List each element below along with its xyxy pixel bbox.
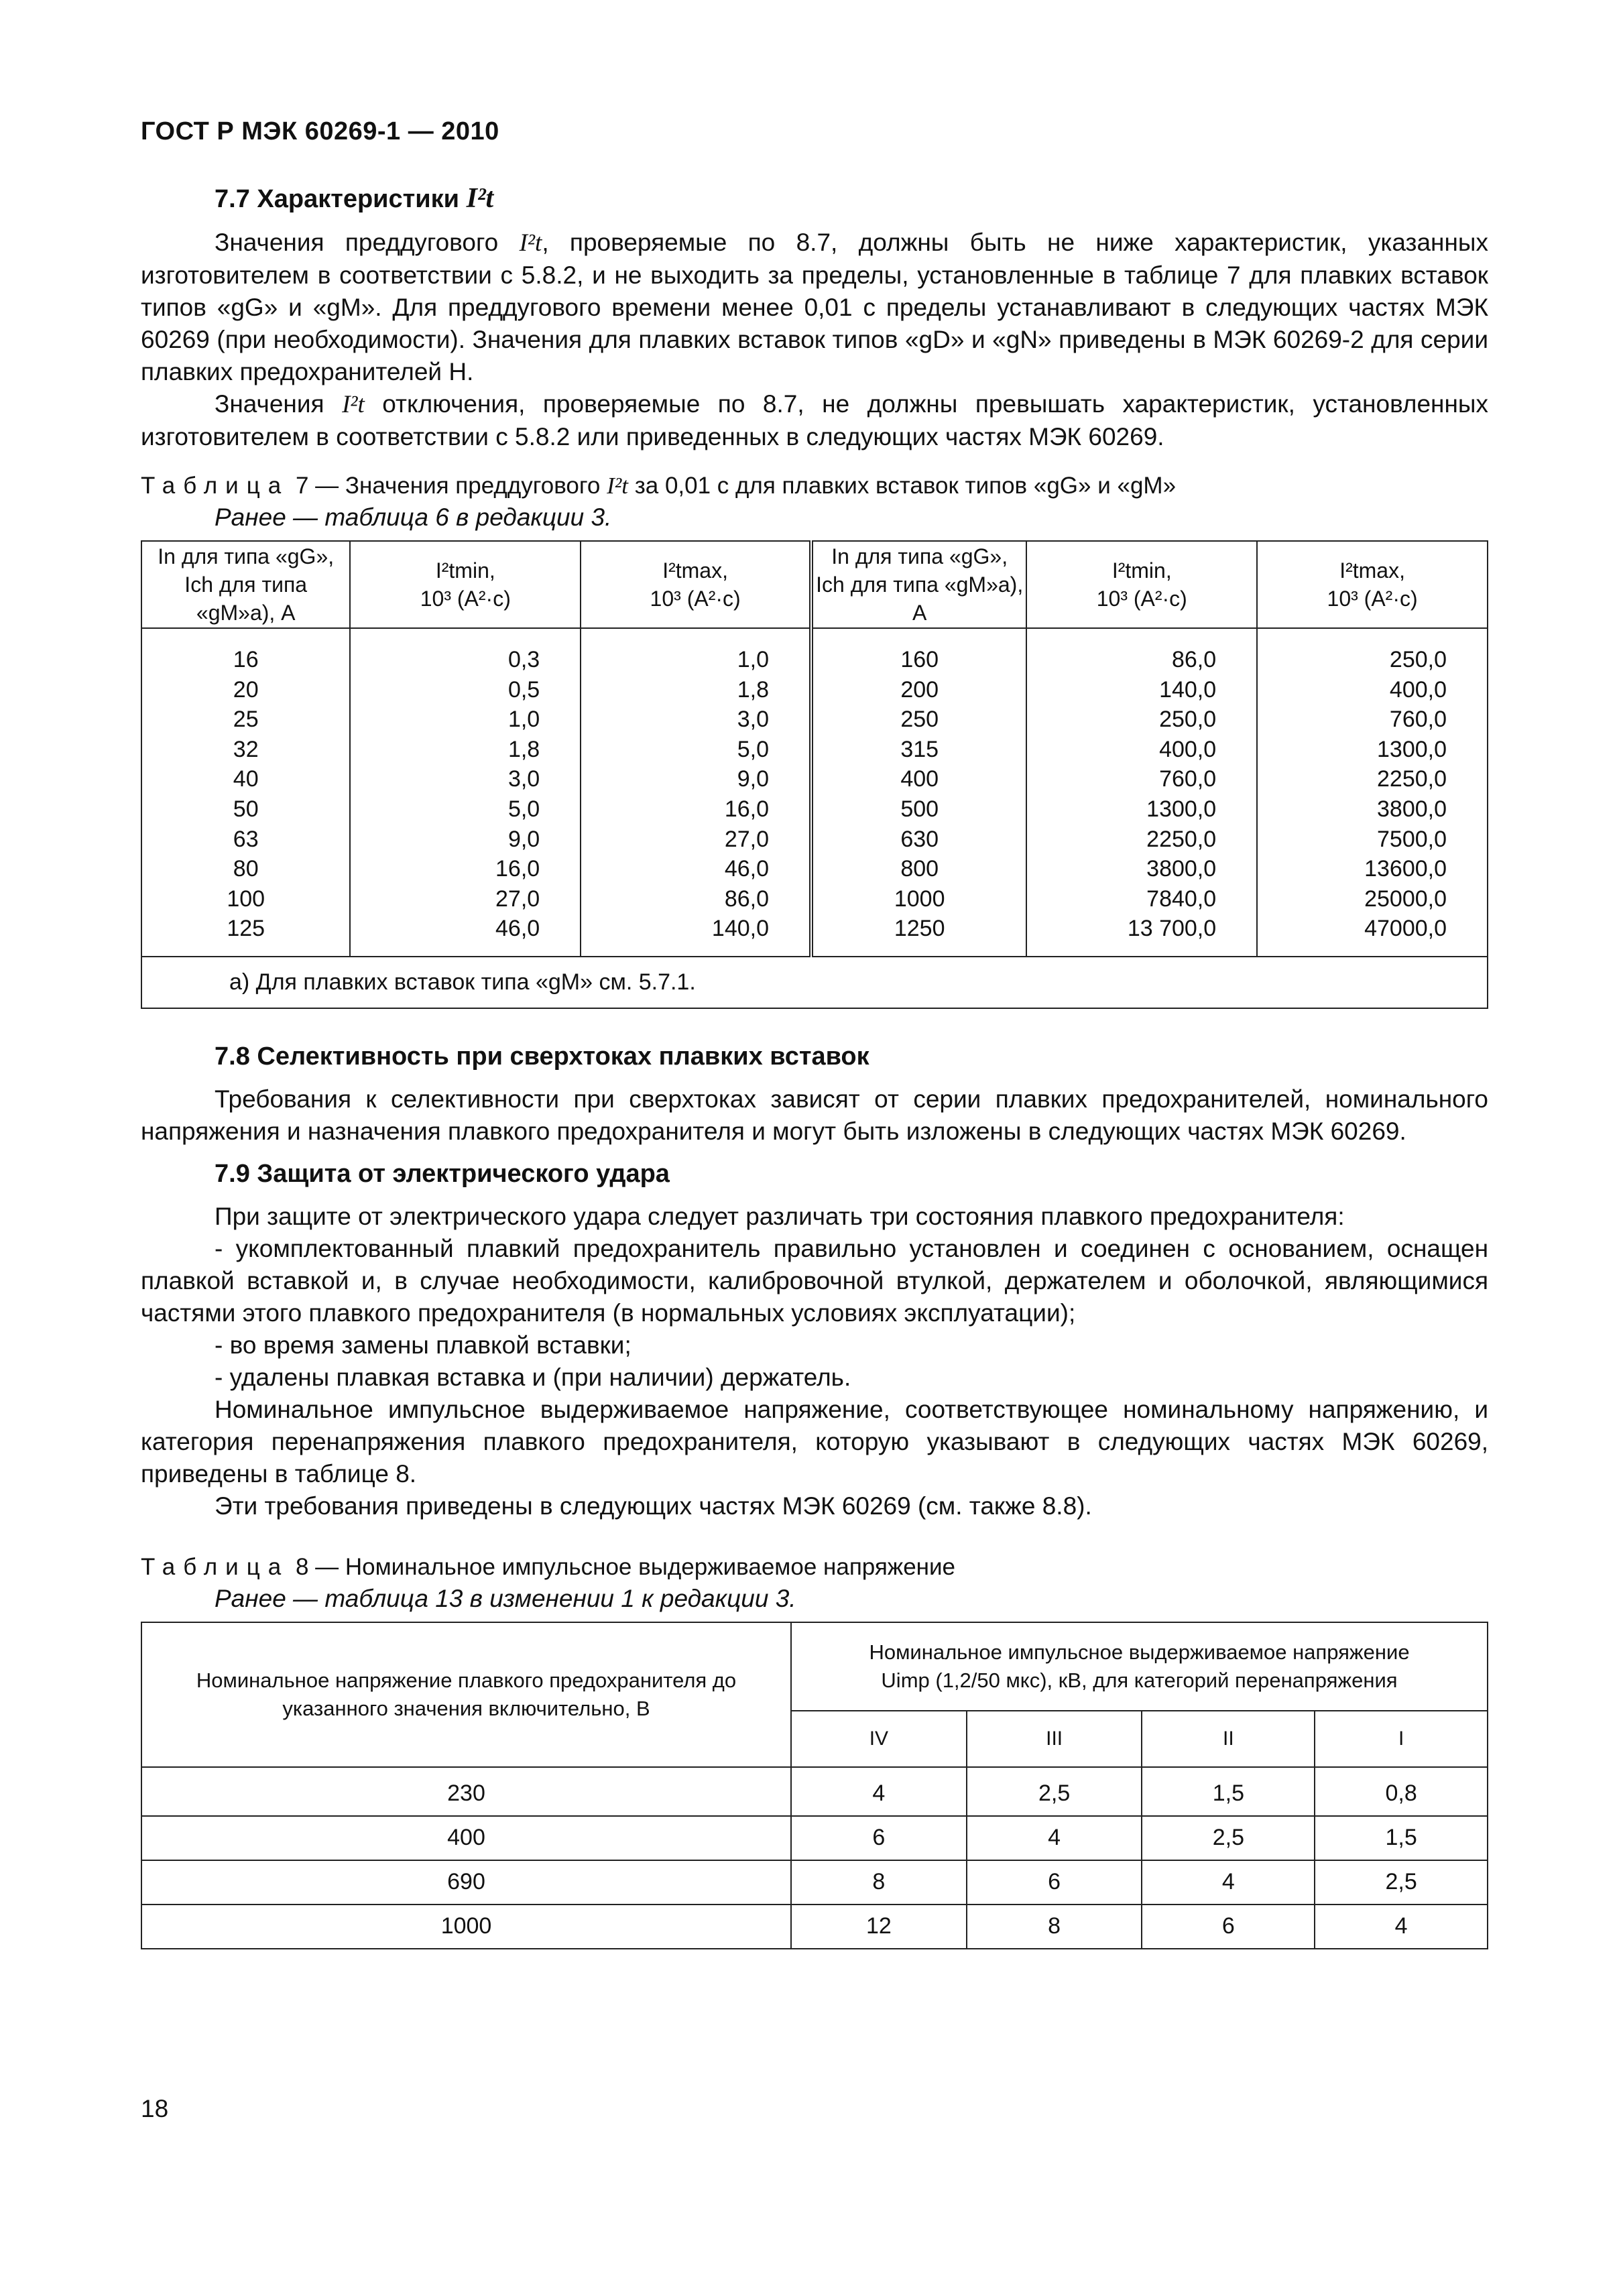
- table-cell: 46,0: [495, 916, 540, 942]
- table-cell: 86,0: [724, 886, 769, 912]
- table-cell: 200: [900, 676, 939, 703]
- header-current: In для типа «gG», Ich для типа «gM»а), А: [141, 541, 350, 628]
- table-cell: 140,0: [711, 916, 769, 942]
- table-row: 690 8 6 4 2,5: [141, 1860, 1488, 1905]
- table-cell: 2250,0: [1146, 826, 1217, 852]
- table-cell: 13 700,0: [1127, 916, 1217, 942]
- section-7-9-paragraph-5: Номинальное импульсное выдерживаемое напряжение, соответствующее номинальному напряжению, и категория перенапряжения плавкого предохранителя, которую указывают в следующих частях МЭК 60269, приведены в таблице 8.: [141, 1395, 1488, 1488]
- table-cell: 50: [233, 796, 259, 822]
- table-7-footnote: а) Для плавких вставок типа «gM» см. 5.7.1.: [141, 957, 1488, 1008]
- table-cell: 46,0: [724, 856, 769, 882]
- table-7-caption: Таблица 7 — Значения преддугового I²t за 0,01 с для плавких вставок типов «gG» и «gM»: [141, 473, 1177, 499]
- header-min-2: I²tmin, 10³ (А²·с): [1026, 541, 1257, 628]
- section-7-9-paragraph-3: - во время замены плавкой вставки;: [215, 1331, 632, 1359]
- table-cell: 3,0: [737, 707, 769, 733]
- category-ii: II: [1142, 1711, 1315, 1767]
- table-cell: 25000,0: [1364, 886, 1447, 912]
- section-7-9-paragraph-6: Эти требования приведены в следующих частях МЭК 60269 (см. также 8.8).: [215, 1492, 1092, 1520]
- section-7-7-paragraph-1: Значения преддугового I²t, проверяемые по 8.7, должны быть не ниже характеристик, указанных изготовителем в соответствии с 5.8.2, и не выходить за пределы, установленные в таблице 7 для плавких вставок типов «gG» и «gM». Для преддугового времени менее 0,01 с пределы устанавливают в следующих частях МЭК 60269 (при необходимости). Значения для плавких вставок типов «gD» и «gN» приведены в МЭК 60269-2 для серии плавких предохранителей H.: [141, 229, 1488, 385]
- table-cell: 140,0: [1159, 676, 1217, 703]
- section-7-8-title: 7.8 Селективность при сверхтоках плавких вставок: [215, 1042, 869, 1071]
- table-7-body: [141, 628, 1488, 957]
- table-8-previously: Ранее — таблица 13 в изменении 1 к редакции 3.: [215, 1584, 796, 1612]
- table-row: 1000 12 8 6 4: [141, 1905, 1488, 1949]
- col-max-right: [1257, 628, 1488, 957]
- table-row: 230 4 2,5 1,5 0,8: [141, 1767, 1488, 1816]
- table-cell: 3,0: [507, 766, 540, 792]
- table-cell: 80: [233, 856, 259, 882]
- table-cell: 25: [233, 707, 259, 733]
- table-cell: 27,0: [495, 886, 540, 912]
- section-7-7-paragraph-2: Значения I²t отключения, проверяемые по 8.7, не должны превышать характеристик, установленных изготовителем в соответствии с 5.8.2 или приведенных в следующих частях МЭК 60269.: [141, 390, 1489, 450]
- col-rated-voltage-header: Номинальное напряжение плавкого предохранителя до указанного значения включительно, В: [141, 1622, 791, 1767]
- section-7-9-paragraph-1: При защите от электрического удара следует различать три состояния плавкого предохранителя:: [215, 1202, 1345, 1230]
- table-cell: 1300,0: [1377, 736, 1447, 762]
- section-7-9-paragraph-2: - укомплектованный плавкий предохранитель правильно установлен и соединен с основанием, оснащен плавкой вставкой и, в случае необходимости, калибровочной втулкой, держателем и оболочкой, являющимися частями этого плавкого предохранителя (в нормальных условиях эксплуатации);: [141, 1234, 1488, 1327]
- table-cell: 250,0: [1389, 647, 1447, 672]
- table-cell: 1,8: [507, 736, 540, 762]
- col-min-left: [350, 628, 581, 957]
- col-max-left: [581, 628, 811, 957]
- header-max: I²tmax, 10³ (А²·с): [581, 541, 811, 628]
- table-cell: 3800,0: [1377, 796, 1447, 822]
- section-7-9-paragraph-4: - удалены плавкая вставка и (при наличии) держатель.: [215, 1363, 851, 1391]
- table-7-previously: Ранее — таблица 6 в редакции 3.: [215, 503, 612, 531]
- table-cell: 2250,0: [1377, 766, 1447, 792]
- table-cell: 5,0: [737, 736, 769, 762]
- table-cell: 160: [900, 647, 939, 672]
- table-7-header-row: [141, 541, 1488, 628]
- table-cell: 500: [900, 796, 939, 822]
- table-cell: 9,0: [507, 826, 540, 852]
- table-cell: 7840,0: [1146, 886, 1217, 912]
- page-number: 18: [141, 2095, 169, 2122]
- col-min-right: [1026, 628, 1257, 957]
- table-cell: 760,0: [1389, 707, 1447, 733]
- table-cell: 20: [233, 676, 259, 703]
- section-7-7-title: 7.7 Характеристики I²t: [215, 183, 494, 214]
- col-current-left: [141, 628, 350, 957]
- header-current-2: In для типа «gG», Ich для типа «gM»а), А: [811, 541, 1026, 628]
- header-max-2: I²tmax, 10³ (А²·с): [1257, 541, 1488, 628]
- table-cell: 40: [233, 766, 259, 792]
- table-row: 400 6 4 2,5 1,5: [141, 1816, 1488, 1860]
- table-cell: 86,0: [1171, 647, 1217, 672]
- document-header: ГОСТ Р МЭК 60269-1 — 2010: [141, 117, 499, 145]
- table-8-caption: Таблица 8 — Номинальное импульсное выдерживаемое напряжение: [141, 1553, 956, 1580]
- page-content: [141, 117, 1488, 1949]
- header-min: I²tmin, 10³ (А²·с): [350, 541, 581, 628]
- table-cell: 760,0: [1159, 766, 1217, 792]
- section-7-8-paragraph: Требования к селективности при сверхтоках зависят от серии плавких предохранителей, номинального напряжения и назначения плавкого предохранителя и могут быть изложены в следующих частях МЭК 60269.: [141, 1085, 1488, 1145]
- table-cell: 1300,0: [1146, 796, 1217, 822]
- table-cell: 1000: [894, 886, 945, 912]
- table-cell: 250,0: [1159, 707, 1217, 733]
- category-iii: III: [967, 1711, 1142, 1767]
- table-cell: 400: [900, 766, 939, 792]
- impulse-voltage-header: Номинальное импульсное выдерживаемое напряжение Uimp (1,2/50 мкс), кВ, для категорий перенапряжения: [791, 1622, 1488, 1711]
- table-7: [141, 540, 1488, 1009]
- table-cell: 400,0: [1389, 676, 1447, 703]
- category-iv: IV: [791, 1711, 967, 1767]
- category-i: I: [1315, 1711, 1488, 1767]
- table-7-note-row: [141, 957, 1488, 1008]
- table-cell: 1,0: [737, 647, 769, 672]
- table-cell: 5,0: [507, 796, 540, 822]
- table-cell: 630: [900, 826, 939, 852]
- table-cell: 0,5: [507, 676, 540, 703]
- table-cell: 1250: [894, 916, 945, 942]
- table-cell: 32: [233, 736, 259, 762]
- table-cell: 27,0: [724, 826, 769, 852]
- table-cell: 1,0: [507, 707, 540, 733]
- table-cell: 47000,0: [1364, 916, 1447, 942]
- table-cell: 0,3: [507, 647, 540, 672]
- col-current-right: [811, 628, 1026, 957]
- table-cell: 16: [233, 647, 259, 672]
- table-cell: 13600,0: [1364, 856, 1447, 882]
- table-cell: 125: [227, 916, 265, 942]
- table-cell: 1,8: [737, 676, 769, 703]
- table-cell: 400,0: [1159, 736, 1217, 762]
- table-cell: 9,0: [737, 766, 769, 792]
- table-cell: 250: [900, 707, 939, 733]
- table-cell: 3800,0: [1146, 856, 1217, 882]
- table-cell: 7500,0: [1377, 826, 1447, 852]
- section-7-9-title: 7.9 Защита от электрического удара: [215, 1159, 670, 1188]
- table-cell: 16,0: [724, 796, 769, 822]
- table-cell: 800: [900, 856, 939, 882]
- table-cell: 63: [233, 826, 259, 852]
- table-cell: 315: [900, 736, 939, 762]
- table-cell: 100: [227, 886, 265, 912]
- table-8: [141, 1622, 1488, 1949]
- table-cell: 16,0: [495, 856, 540, 882]
